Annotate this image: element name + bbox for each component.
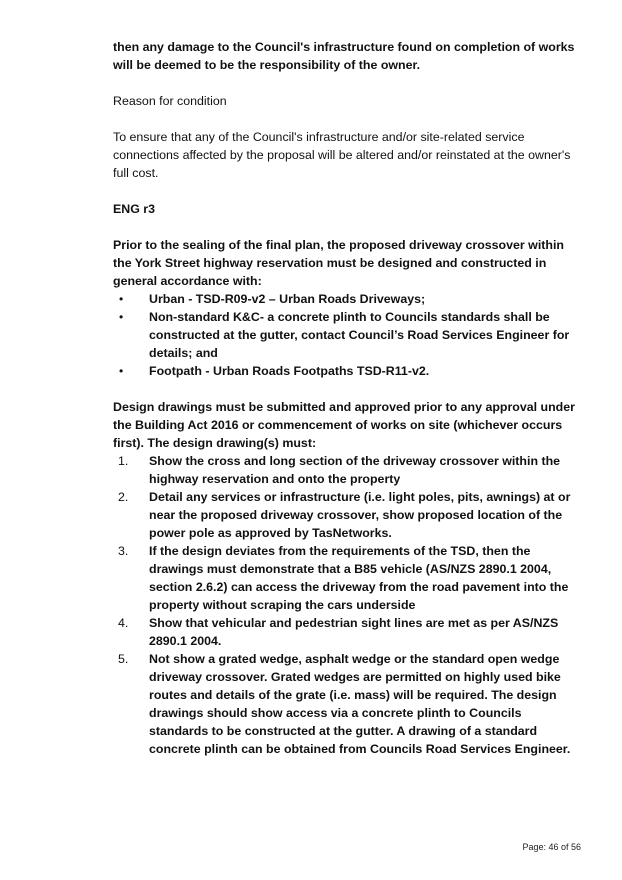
item-number: 2.: [118, 490, 129, 504]
item-text: Detail any services or infrastructure (i.e. light poles, pits, awnings) at or near the proposed driveway crossover, show proposed location of the power pole as approved by TasNetworks.: [149, 490, 571, 540]
bullet-text: Non-standard K&C- a concrete plinth to Councils standards shall be constructed at the gutter, contact Council’s Road Services Engineer for details; and: [149, 310, 570, 360]
item-number: 1.: [118, 454, 129, 468]
bullet-item: [113, 308, 583, 362]
numbered-item: [113, 614, 583, 650]
numbered-item: [113, 650, 583, 758]
design-requirements-list: [113, 452, 583, 758]
document-page: [113, 38, 583, 758]
reason-heading: Reason for condition: [113, 94, 227, 108]
standards-bullet-list: [113, 290, 583, 380]
item-number: 5.: [118, 652, 129, 666]
numbered-item: [113, 452, 583, 488]
bullet-item: [113, 362, 583, 380]
bullet-icon: •: [119, 292, 124, 306]
reason-paragraph: To ensure that any of the Council's infrastructure and/or site-related service connections affected by the proposal will be altered and/or reinstated at the owner's full cost.: [113, 130, 571, 180]
item-text: Show that vehicular and pedestrian sight lines are met as per AS/NZS 2890.1 2004.: [149, 616, 559, 648]
intro-paragraph: then any damage to the Council's infrastructure found on completion of works will be deemed to be the responsibility of the owner.: [113, 40, 575, 72]
bullet-item: [113, 290, 583, 308]
item-number: 4.: [118, 616, 129, 630]
page-number-footer: Page: 46 of 56: [522, 842, 581, 852]
bullet-text: Urban - TSD-R09-v2 – Urban Roads Driveways;: [149, 292, 426, 306]
numbered-item: [113, 488, 583, 542]
numbered-item: [113, 542, 583, 614]
design-paragraph: Design drawings must be submitted and approved prior to any approval under the Building Act 2016 or commencement of works on site (whichever occurs first). The design drawing(s) must:: [113, 400, 575, 450]
section-heading: ENG r3: [113, 202, 156, 216]
bullet-icon: •: [119, 310, 124, 324]
item-number: 3.: [118, 544, 129, 558]
item-text: Show the cross and long section of the driveway crossover within the highway reservation and onto the property: [149, 454, 561, 486]
item-text: Not show a grated wedge, asphalt wedge or the standard open wedge driveway crossover. Grated wedges are permitted on highly used bike routes and details of the grate (i.e. mass) will be required. The design drawings should show access via a concrete plinth to Councils standards to be constructed at the gutter. A drawing of a standard concrete plinth can be obtained from Councils Road Services Engineer.: [149, 652, 571, 756]
bullet-icon: •: [119, 364, 124, 378]
item-text: If the design deviates from the requirements of the TSD, then the drawings must demonstrate that a B85 vehicle (AS/NZS 2890.1 2004, section 2.6.2) can access the driveway from the road pavement into the property without scraping the cars underside: [149, 544, 569, 612]
condition-paragraph: Prior to the sealing of the final plan, the proposed driveway crossover within the York Street highway reservation must be designed and constructed in general accordance with:: [113, 238, 564, 288]
bullet-text: Footpath - Urban Roads Footpaths TSD-R11-v2.: [149, 364, 430, 378]
